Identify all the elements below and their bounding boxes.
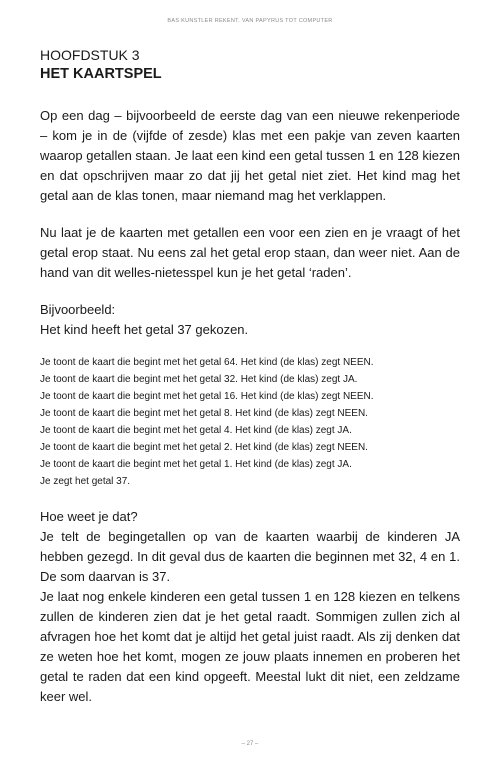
page-content: [40, 46, 460, 707]
example-label: Bijvoorbeeld:: [40, 302, 116, 317]
cards-paragraph: Nu laat je de kaarten met getallen een voor een zien en je vraagt of het getal erop staat. Nu eens zal het getal erop staan, dan weer niet. Aan de hand van dit welles-nietesspel kun je het getal ‘raden’.: [40, 225, 460, 280]
answer-paragraph: Je telt de begingetallen op van de kaarten waarbij de kinderen JA hebben gezegd. In dit geval dus de kaarten die beginnen met 32, 4 en 1. De som daarvan is 37.: [40, 529, 460, 584]
intro-paragraph: Op een dag – bijvoorbeeld de eerste dag van een nieuwe rekenperiode – kom je in de (vijfde of zesde) klas met een pakje van zeven kaarten waarop getallen staan. Je laat een kind een getal tussen 1 en 128 kiezen en dat opschrijven maar zo dat jij het getal niet ziet. Het kind mag het getal aan de klas tonen, maar niemand mag het verklappen.: [40, 108, 460, 203]
example-line: Je toont de kaart die begint met het getal 2. Het kind (de klas) zegt NEEN.: [40, 442, 368, 453]
example-line: Je toont de kaart die begint met het getal 4. Het kind (de klas) zegt JA.: [40, 425, 352, 436]
example-line: Je toont de kaart die begint met het getal 8. Het kind (de klas) zegt NEEN.: [40, 408, 368, 419]
continuation-paragraph: Je laat nog enkele kinderen een getal tussen 1 en 128 kiezen en telkens zullen de kinderen zien dat je het getal raadt. Sommigen zullen zich al afvragen hoe het komt dat je altijd het getal juist raadt. Als zij denken dat ze weten hoe het komt, mogen ze jouw plaats innemen en proberen het getal te raden dat een kind opgeeft. Meestal lukt dit niet, een zeldzame keer wel.: [40, 589, 460, 704]
example-list: [40, 354, 460, 490]
example-line: Je toont de kaart die begint met het getal 1. Het kind (de klas) zegt JA.: [40, 459, 352, 470]
page-number: – 27 –: [241, 741, 259, 747]
example-line: Je zegt het getal 37.: [40, 476, 131, 487]
chapter-title: HET KAARTSPEL: [40, 66, 162, 82]
chapter-label: HOOFDSTUK 3: [40, 47, 140, 63]
question-line: Hoe weet je dat?: [40, 509, 138, 524]
running-header: BAS KUNSTLER REKENT. VAN PAPYRUS TOT COMPUTER: [167, 18, 333, 24]
example-line: Je toont de kaart die begint met het getal 32. Het kind (de klas) zegt JA.: [40, 374, 358, 385]
example-line: Je toont de kaart die begint met het getal 64. Het kind (de klas) zegt NEEN.: [40, 357, 374, 368]
example-line: Je toont de kaart die begint met het getal 16. Het kind (de klas) zegt NEEN.: [40, 391, 374, 402]
example-intro: Het kind heeft het getal 37 gekozen.: [40, 322, 249, 337]
